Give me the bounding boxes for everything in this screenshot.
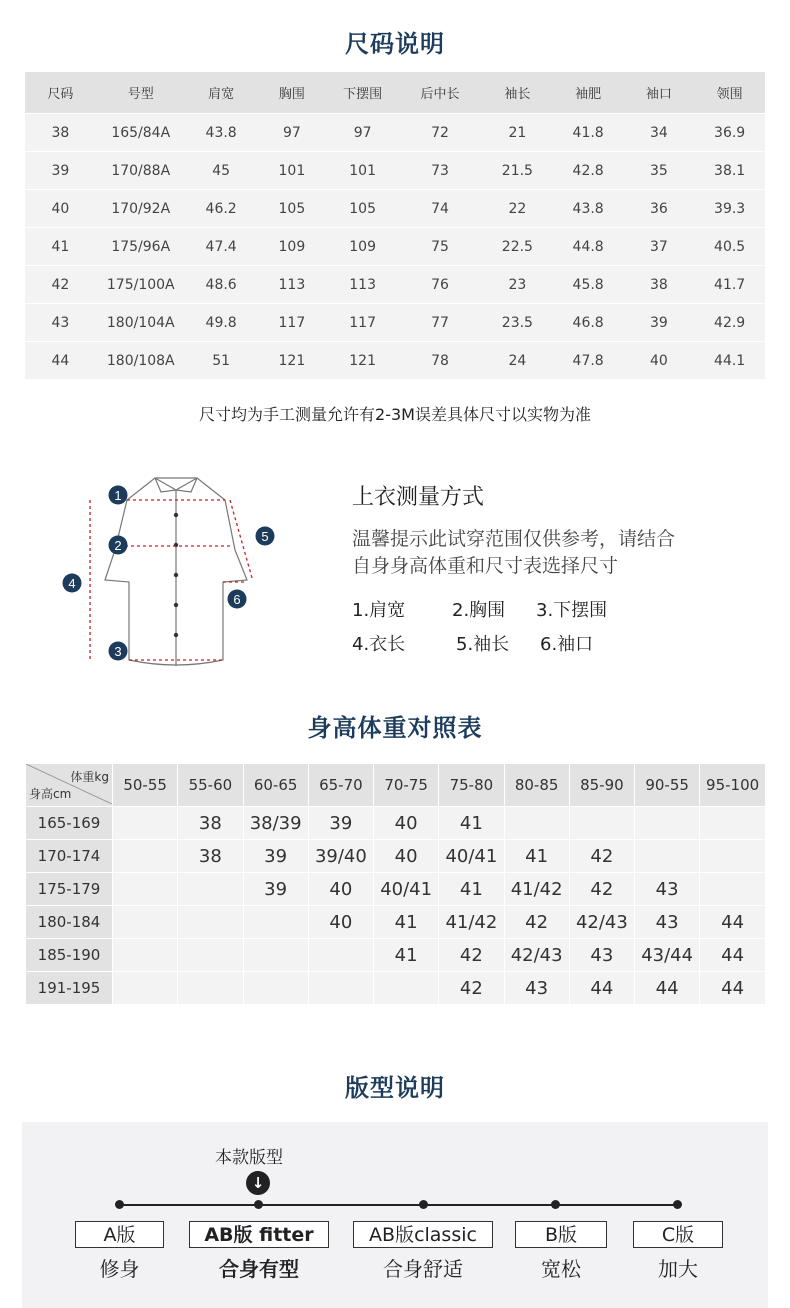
- size-cell: 36.9: [694, 114, 765, 152]
- height-cell: 165-169: [26, 807, 113, 840]
- hw-table: [25, 764, 765, 1004]
- size-cell: 121: [257, 342, 328, 380]
- fit-dot: [254, 1200, 263, 1209]
- height-cell: 191-195: [26, 972, 113, 1005]
- size-cell: 37: [624, 228, 695, 266]
- size-header-cell: 袖口: [624, 72, 695, 114]
- hw-cell: 43/44: [635, 939, 700, 972]
- size-cell: 117: [327, 304, 398, 342]
- corner-height-label: 身高cm: [29, 787, 72, 801]
- height-cell: 180-184: [26, 906, 113, 939]
- size-cell: 41: [25, 228, 96, 266]
- size-cell: 42: [25, 266, 96, 304]
- marker-4: 4: [68, 576, 76, 591]
- size-cell: 48.6: [186, 266, 257, 304]
- measure-legend-item: 2.胸围: [452, 600, 506, 621]
- size-cell: 113: [257, 266, 328, 304]
- size-cell: 121: [327, 342, 398, 380]
- arrow-down-circle-icon: ↓: [246, 1171, 270, 1195]
- size-cell: 39: [624, 304, 695, 342]
- fit-dot: [419, 1200, 428, 1209]
- hw-cell: 44: [635, 972, 700, 1005]
- hw-cell: 44: [700, 939, 765, 972]
- hw-cell: 42: [439, 939, 504, 972]
- hw-cell: [178, 873, 243, 906]
- size-header-cell: 袖长: [482, 72, 553, 114]
- size-note: 尺寸均为手工测量允许有2-3M误差具体尺寸以实物为准: [199, 405, 591, 424]
- size-cell: 75: [398, 228, 482, 266]
- hw-cell: 39: [243, 840, 308, 873]
- hw-cell: [504, 807, 569, 840]
- hw-cell: 39: [308, 807, 373, 840]
- measure-legend-item: 3.下摆围: [536, 600, 608, 621]
- hw-cell: 41/42: [439, 906, 504, 939]
- size-cell: 36: [624, 190, 695, 228]
- hw-header-row: [26, 764, 766, 807]
- size-table-row: [25, 114, 765, 152]
- size-cell: 24: [482, 342, 553, 380]
- size-cell: 46.2: [186, 190, 257, 228]
- marker-3: 3: [114, 644, 122, 659]
- size-section-title: 尺码说明: [345, 30, 445, 58]
- measure-legend-item: 6.袖口: [540, 634, 594, 655]
- hw-cell: 41: [374, 939, 439, 972]
- marker-1: 1: [114, 488, 122, 503]
- size-cell: 42.8: [553, 152, 624, 190]
- size-cell: 45.8: [553, 266, 624, 304]
- hw-cell: [308, 972, 373, 1005]
- size-cell: 117: [257, 304, 328, 342]
- size-cell: 46.8: [553, 304, 624, 342]
- hw-cell: [700, 840, 765, 873]
- hw-cell: [113, 972, 178, 1005]
- size-cell: 42.9: [694, 304, 765, 342]
- size-cell: 38: [624, 266, 695, 304]
- weight-header: 95-100: [700, 764, 765, 807]
- shirt-outline: [105, 478, 247, 666]
- weight-header: 65-70: [308, 764, 373, 807]
- size-cell: 40.5: [694, 228, 765, 266]
- hw-cell: 41: [374, 906, 439, 939]
- weight-header: 55-60: [178, 764, 243, 807]
- marker-6: 6: [233, 592, 241, 607]
- hw-cell: 39/40: [308, 840, 373, 873]
- size-cell: 41.7: [694, 266, 765, 304]
- size-cell: 49.8: [186, 304, 257, 342]
- hw-cell: [178, 939, 243, 972]
- hw-row: [26, 906, 766, 939]
- hw-cell: [113, 906, 178, 939]
- size-header-cell: 号型: [96, 72, 186, 114]
- size-header-cell: 尺码: [25, 72, 96, 114]
- hw-cell: 43: [504, 972, 569, 1005]
- hw-cell: 40: [308, 906, 373, 939]
- hw-cell: [700, 807, 765, 840]
- size-cell: 78: [398, 342, 482, 380]
- size-cell: 40: [25, 190, 96, 228]
- hw-cell: 40: [308, 873, 373, 906]
- fit-dot: [673, 1200, 682, 1209]
- hw-cell: 43: [569, 939, 634, 972]
- size-cell: 21: [482, 114, 553, 152]
- size-header-cell: 下摆围: [327, 72, 398, 114]
- size-cell: 45: [186, 152, 257, 190]
- hw-cell: 38: [178, 807, 243, 840]
- hw-cell: 38: [178, 840, 243, 873]
- size-table-row: [25, 266, 765, 304]
- weight-header: 75-80: [439, 764, 504, 807]
- hw-cell: 42/43: [504, 939, 569, 972]
- hw-cell: 42: [504, 906, 569, 939]
- size-cell: 180/104A: [96, 304, 186, 342]
- hw-cell: [113, 939, 178, 972]
- hw-row: [26, 972, 766, 1005]
- height-cell: 170-174: [26, 840, 113, 873]
- size-cell: 22.5: [482, 228, 553, 266]
- fit-label-b: B版: [515, 1221, 607, 1248]
- hw-cell: 43: [635, 873, 700, 906]
- size-cell: 97: [327, 114, 398, 152]
- size-header-cell: 后中长: [398, 72, 482, 114]
- size-cell: 170/92A: [96, 190, 186, 228]
- size-table-row: [25, 304, 765, 342]
- size-cell: 101: [257, 152, 328, 190]
- hw-cell: 41: [439, 807, 504, 840]
- fit-section-title: 版型说明: [345, 1074, 445, 1102]
- size-cell: 39: [25, 152, 96, 190]
- hw-cell: 41/42: [504, 873, 569, 906]
- weight-header: 80-85: [504, 764, 569, 807]
- size-cell: 23: [482, 266, 553, 304]
- size-cell: 77: [398, 304, 482, 342]
- hw-cell: 44: [569, 972, 634, 1005]
- hw-cell: [635, 840, 700, 873]
- size-cell: 170/88A: [96, 152, 186, 190]
- size-cell: 40: [624, 342, 695, 380]
- measure-title: 上衣测量方式: [352, 485, 485, 510]
- weight-header: 50-55: [113, 764, 178, 807]
- measure-legend-item: 4.衣长: [352, 634, 406, 655]
- hw-cell: [569, 807, 634, 840]
- size-cell: 43.8: [553, 190, 624, 228]
- hw-cell: 39: [243, 873, 308, 906]
- hw-cell: 42: [569, 840, 634, 873]
- size-cell: 72: [398, 114, 482, 152]
- size-cell: 165/84A: [96, 114, 186, 152]
- hw-cell: [178, 906, 243, 939]
- size-cell: 109: [257, 228, 328, 266]
- size-cell: 21.5: [482, 152, 553, 190]
- fit-desc-b: 宽松: [541, 1257, 581, 1281]
- hw-section-title: 身高体重对照表: [307, 714, 483, 742]
- fit-label-c: C版: [633, 1221, 723, 1248]
- size-cell: 76: [398, 266, 482, 304]
- size-table: [25, 72, 765, 379]
- measure-desc-line-1: 温馨提示此试穿范围仅供参考，请结合: [352, 528, 676, 550]
- size-header-cell: 肩宽: [186, 72, 257, 114]
- size-cell: 47.8: [553, 342, 624, 380]
- size-cell: 39.3: [694, 190, 765, 228]
- measure-legend-item: 5.袖长: [456, 634, 510, 655]
- size-cell: 105: [327, 190, 398, 228]
- hw-cell: 40/41: [439, 840, 504, 873]
- hw-cell: 44: [700, 906, 765, 939]
- hw-row: [26, 840, 766, 873]
- weight-header: 70-75: [374, 764, 439, 807]
- size-cell: 105: [257, 190, 328, 228]
- hw-cell: [243, 906, 308, 939]
- hw-cell: [243, 972, 308, 1005]
- size-table-header-row: [25, 72, 765, 114]
- size-table-row: [25, 190, 765, 228]
- size-table-row: [25, 228, 765, 266]
- measure-legend-item: 1.肩宽: [352, 600, 406, 621]
- current-fit-label: 本款版型: [215, 1148, 283, 1168]
- size-cell: 51: [186, 342, 257, 380]
- size-cell: 97: [257, 114, 328, 152]
- hw-cell: 42: [569, 873, 634, 906]
- hw-cell: 41: [504, 840, 569, 873]
- size-header-cell: 袖肥: [553, 72, 624, 114]
- weight-header: 90-55: [635, 764, 700, 807]
- corner-weight-label: 体重kg: [70, 770, 109, 784]
- size-cell: 180/108A: [96, 342, 186, 380]
- fit-desc-ab-classic: 合身舒适: [383, 1257, 463, 1281]
- fit-dot: [551, 1200, 560, 1209]
- hw-cell: 42: [439, 972, 504, 1005]
- fit-label-a: A版: [75, 1221, 164, 1248]
- fit-label-ab-fitter: AB版 fitter: [189, 1221, 329, 1248]
- size-cell: 38: [25, 114, 96, 152]
- size-cell: 43.8: [186, 114, 257, 152]
- fit-desc-ab-fitter: 合身有型: [219, 1257, 299, 1281]
- fit-dot: [115, 1200, 124, 1209]
- size-cell: 175/96A: [96, 228, 186, 266]
- size-cell: 113: [327, 266, 398, 304]
- hw-cell: [635, 807, 700, 840]
- hw-cell: [113, 840, 178, 873]
- hw-cell: 38/39: [243, 807, 308, 840]
- hw-cell: 43: [635, 906, 700, 939]
- size-cell: 47.4: [186, 228, 257, 266]
- hw-row: [26, 873, 766, 906]
- size-cell: 34: [624, 114, 695, 152]
- size-cell: 43: [25, 304, 96, 342]
- size-cell: 74: [398, 190, 482, 228]
- hw-cell: [243, 939, 308, 972]
- height-cell: 175-179: [26, 873, 113, 906]
- hw-cell: [308, 939, 373, 972]
- hw-cell: [374, 972, 439, 1005]
- size-cell: 22: [482, 190, 553, 228]
- size-table-row: [25, 152, 765, 190]
- fit-desc-a: 修身: [99, 1257, 140, 1281]
- size-cell: 38.1: [694, 152, 765, 190]
- size-cell: 44.8: [553, 228, 624, 266]
- hw-cell: [113, 807, 178, 840]
- measure-desc-line-2: 自身身高体重和尺寸表选择尺寸: [352, 555, 619, 577]
- measure-description: [352, 526, 752, 580]
- hw-cell: 40: [374, 840, 439, 873]
- size-header-cell: 领围: [694, 72, 765, 114]
- marker-5: 5: [261, 529, 269, 544]
- size-cell: 101: [327, 152, 398, 190]
- hw-cell: 42/43: [569, 906, 634, 939]
- hw-row: [26, 807, 766, 840]
- size-cell: 23.5: [482, 304, 553, 342]
- weight-header: 60-65: [243, 764, 308, 807]
- hw-cell: 41: [439, 873, 504, 906]
- size-header-cell: 胸围: [257, 72, 328, 114]
- size-cell: 73: [398, 152, 482, 190]
- hw-cell: [113, 873, 178, 906]
- hw-cell: [700, 873, 765, 906]
- size-cell: 175/100A: [96, 266, 186, 304]
- height-cell: 185-190: [26, 939, 113, 972]
- size-cell: 44.1: [694, 342, 765, 380]
- size-cell: 109: [327, 228, 398, 266]
- shirt-illustration: [55, 470, 285, 680]
- hw-cell: 44: [700, 972, 765, 1005]
- fit-label-ab-classic: AB版classic: [353, 1221, 493, 1248]
- fit-scale-line: [118, 1204, 678, 1206]
- marker-2: 2: [114, 538, 122, 553]
- hw-cell: 40/41: [374, 873, 439, 906]
- weight-header: 85-90: [569, 764, 634, 807]
- size-table-row: [25, 342, 765, 380]
- hw-cell: 40: [374, 807, 439, 840]
- size-cell: 35: [624, 152, 695, 190]
- hw-cell: [178, 972, 243, 1005]
- hw-corner-cell: [26, 764, 113, 807]
- size-cell: 44: [25, 342, 96, 380]
- fit-desc-c: 加大: [658, 1257, 698, 1281]
- hw-row: [26, 939, 766, 972]
- size-cell: 41.8: [553, 114, 624, 152]
